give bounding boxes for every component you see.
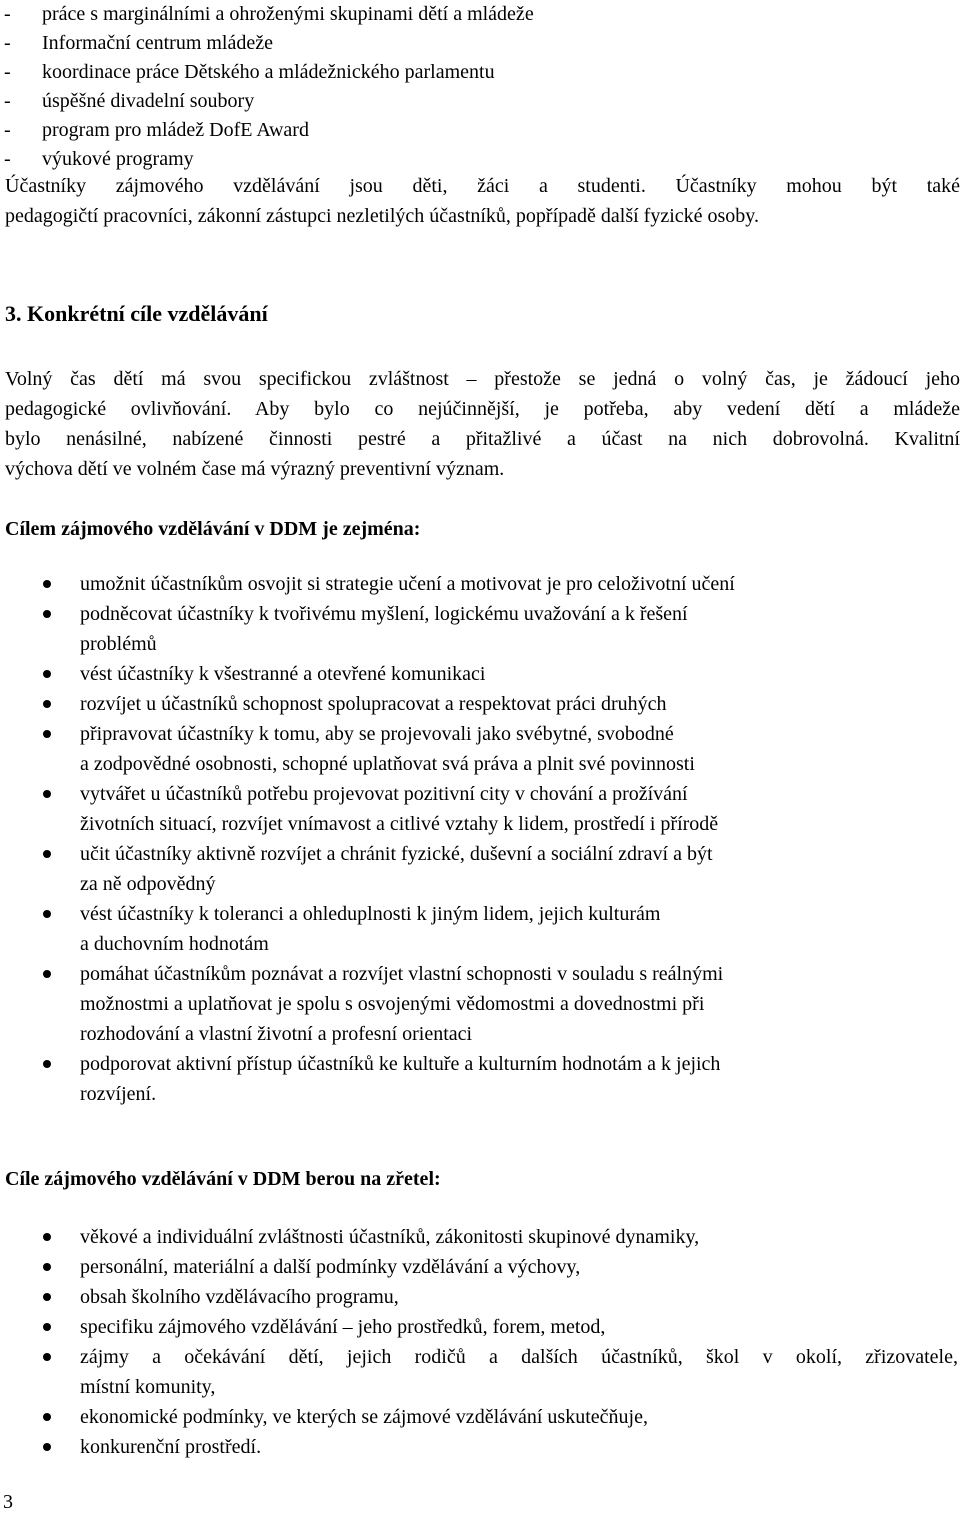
bullet-dot-icon [43, 970, 51, 978]
dash-item-text: koordinace práce Dětského a mládežnického parlamentu [42, 61, 495, 83]
paragraph-line: pedagogické ovlivňování. Aby bylo co nejúčinnější, je potřeba, aby vedení dětí a mládeže [5, 398, 960, 420]
bullet-item-line: personální, materiální a další podmínky vzdělávání a výchovy, [80, 1256, 581, 1278]
dash-marker: - [4, 61, 11, 83]
paragraph-line: Volný čas dětí má svou specifickou zvláštnost – přestože se jedná o volný čas, je žádoucí jeho [5, 368, 960, 390]
paragraph-line: výchova dětí ve volném čase má výrazný preventivní význam. [5, 458, 505, 480]
bullet-item-line: podněcovat účastníky k tvořivému myšlení, logickému uvažování a k řešení [80, 603, 688, 625]
dash-marker: - [4, 3, 11, 25]
paragraph-line: bylo nenásilné, nabízené činnosti pestré a přitažlivé a účast na nich dobrovolná. Kvalitní [5, 428, 960, 450]
bullet-list-item [0, 659, 960, 689]
bullet-list-item [0, 959, 960, 1049]
bullet-item-line: problémů [80, 633, 157, 655]
dash-marker: - [4, 32, 11, 54]
bullet-item-line: rozvíjet u účastníků schopnost spolupracovat a respektovat práci druhých [80, 693, 667, 715]
dash-item-text: úspěšné divadelní soubory [42, 90, 255, 112]
dash-marker: - [4, 119, 11, 141]
bullet-dot-icon [43, 1263, 51, 1271]
bullet-dot-icon [43, 730, 51, 738]
bullet-list-item [0, 779, 960, 839]
dash-item-text: práce s marginálními a ohroženými skupinami dětí a mládeže [42, 3, 534, 25]
bullet-dot-icon [43, 1233, 51, 1241]
dash-marker: - [4, 90, 11, 112]
dash-item-text: výukové programy [42, 148, 194, 170]
bullet-list-item [0, 1342, 960, 1402]
bullet-item-line: vést účastníky k toleranci a ohleduplnosti k jiným lidem, jejich kulturám [80, 903, 661, 925]
bullet-item-line: věkové a individuální zvláštnosti účastníků, zákonitosti skupinové dynamiky, [80, 1226, 700, 1248]
bullet-list-item [0, 599, 960, 659]
bullet-dot-icon [43, 1293, 51, 1301]
bullet-list-item [0, 719, 960, 779]
bullet-list-item [0, 1222, 960, 1252]
considerations-list [0, 1222, 960, 1462]
bullet-item-line: a duchovním hodnotám [80, 933, 269, 955]
bullet-dot-icon [43, 1443, 51, 1451]
bullet-list-item [0, 1049, 960, 1109]
considerations-heading: Cíle zájmového vzdělávání v DDM berou na zřetel: [5, 1168, 441, 1190]
bullet-item-line: a zodpovědné osobnosti, schopné uplatňovat svá práva a plnit své povinnosti [80, 753, 695, 775]
bullet-list-item [0, 1282, 960, 1312]
bullet-list-item [0, 1432, 960, 1462]
bullet-dot-icon [43, 1060, 51, 1068]
bullet-item-line: pomáhat účastníkům poznávat a rozvíjet vlastní schopnosti v souladu s reálnými [80, 963, 724, 985]
bullet-list-item [0, 689, 960, 719]
bullet-dot-icon [43, 850, 51, 858]
bullet-item-line: učit účastníky aktivně rozvíjet a chránit fyzické, duševní a sociální zdraví a být [80, 843, 713, 865]
bullet-dot-icon [43, 1353, 51, 1361]
dash-marker: - [4, 148, 11, 170]
bullet-dot-icon [43, 700, 51, 708]
bullet-item-line: specifiku zájmového vzdělávání – jeho prostředků, forem, metod, [80, 1316, 606, 1338]
bullet-item-line: konkurenční prostředí. [80, 1436, 262, 1458]
bullet-item-line: rozvíjení. [80, 1083, 157, 1105]
goals-list [0, 569, 960, 1109]
paragraph-line: pedagogičtí pracovníci, zákonní zástupci nezletilých účastníků, popřípadě další fyzické osoby. [5, 205, 760, 227]
dash-item-text: Informační centrum mládeže [42, 32, 273, 54]
bullet-list-item [0, 569, 960, 599]
bullet-dot-icon [43, 910, 51, 918]
goals-heading: Cílem zájmového vzdělávání v DDM je zejména: [5, 518, 421, 540]
bullet-list-item [0, 899, 960, 959]
bullet-dot-icon [43, 790, 51, 798]
bullet-item-line: zájmy a očekávání dětí, jejich rodičů a dalších účastníků, škol v okolí, zřizovatele, [80, 1346, 958, 1368]
section-paragraph [5, 364, 960, 484]
bullet-item-line: místní komunity, [80, 1376, 216, 1398]
bullet-dot-icon [43, 580, 51, 588]
bullet-item-line: vytvářet u účastníků potřebu projevovat pozitivní city v chování a prožívání [80, 783, 688, 805]
intro-paragraph [5, 171, 960, 231]
bullet-item-line: možnostmi a uplatňovat je spolu s osvojenými vědomostmi a dovednostmi při [80, 993, 705, 1015]
bullet-item-line: rozhodování a vlastní životní a profesní orientaci [80, 1023, 473, 1045]
bullet-dot-icon [43, 670, 51, 678]
bullet-list-item [0, 839, 960, 899]
bullet-item-line: připravovat účastníky k tomu, aby se projevovali jako svébytné, svobodné [80, 723, 674, 745]
page-number: 3 [3, 1491, 13, 1513]
bullet-item-line: životních situací, rozvíjet vnímavost a citlivé vztahy k lidem, prostředí i přírodě [80, 813, 719, 835]
bullet-dot-icon [43, 1323, 51, 1331]
bullet-item-line: za ně odpovědný [80, 873, 216, 895]
bullet-item-line: vést účastníky k všestranné a otevřené komunikaci [80, 663, 486, 685]
section-heading: 3. Konkrétní cíle vzdělávání [5, 301, 268, 326]
bullet-item-line: ekonomické podmínky, ve kterých se zájmové vzdělávání uskutečňuje, [80, 1406, 648, 1428]
bullet-list-item [0, 1252, 960, 1282]
paragraph-line: Účastníky zájmového vzdělávání jsou děti, žáci a studenti. Účastníky mohou být také [5, 175, 960, 197]
bullet-item-line: umožnit účastníkům osvojit si strategie učení a motivovat je pro celoživotní učení [80, 573, 735, 595]
bullet-item-line: podporovat aktivní přístup účastníků ke kultuře a kulturním hodnotám a k jejich [80, 1053, 721, 1075]
dash-item-text: program pro mládež DofE Award [42, 119, 309, 141]
bullet-list-item [0, 1312, 960, 1342]
bullet-item-line: obsah školního vzdělávacího programu, [80, 1286, 399, 1308]
bullet-dot-icon [43, 610, 51, 618]
bullet-dot-icon [43, 1413, 51, 1421]
bullet-list-item [0, 1402, 960, 1432]
